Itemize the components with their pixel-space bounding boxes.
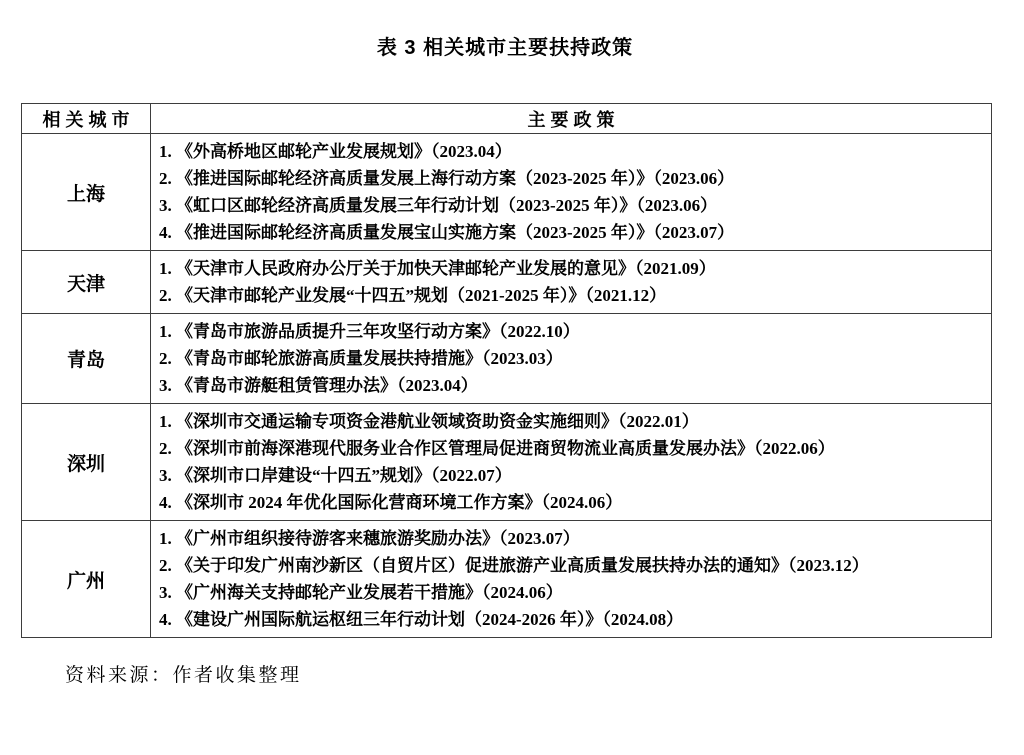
table-row-tianjin	[22, 251, 992, 314]
policy-cell	[151, 521, 992, 638]
policy-line: 1. 《青岛市旅游品质提升三年攻坚行动方案》（2022.10）	[159, 322, 580, 341]
policy-cell	[151, 134, 992, 251]
policy-line: 3. 《深圳市口岸建设“十四五”规划》（2022.07）	[159, 466, 512, 485]
table-title: 表 3 相关城市主要扶持政策	[376, 37, 634, 59]
policy-line: 1. 《深圳市交通运输专项资金港航业领域资助资金实施细则》（2022.01）	[159, 412, 699, 431]
city-cell: 青岛	[22, 314, 151, 404]
policy-line: 3. 《青岛市游艇租赁管理办法》（2023.04）	[159, 376, 478, 395]
city-cell: 上海	[22, 134, 151, 251]
header-cell-city: 相 关 城 市	[22, 104, 151, 134]
policy-line: 1. 《广州市组织接待游客来穗旅游奖励办法》（2023.07）	[159, 529, 580, 548]
table-row-shanghai	[22, 134, 992, 251]
table-row-qingdao	[22, 314, 992, 404]
city-cell: 深圳	[22, 404, 151, 521]
policy-line: 4. 《推进国际邮轮经济高质量发展宝山实施方案（2023-2025 年）》（2023.07）	[159, 223, 735, 242]
policy-line: 2. 《天津市邮轮产业发展“十四五”规划（2021-2025 年）》（2021.12）	[159, 286, 667, 305]
document-page	[0, 31, 1024, 755]
policy-cell	[151, 404, 992, 521]
policy-table	[21, 103, 992, 638]
policy-line: 4. 《深圳市 2024 年优化国际化营商环境工作方案》（2024.06）	[159, 493, 623, 512]
policy-line: 3. 《广州海关支持邮轮产业发展若干措施》（2024.06）	[159, 583, 563, 602]
policy-line: 2. 《关于印发广州南沙新区（自贸片区）促进旅游产业高质量发展扶持办法的通知》（2023.12）	[159, 556, 869, 575]
policy-line: 1. 《外高桥地区邮轮产业发展规划》（2023.04）	[159, 142, 512, 161]
policy-line: 4. 《建设广州国际航运枢纽三年行动计划（2024-2026 年）》（2024.08）	[159, 610, 684, 629]
policy-line: 3. 《虹口区邮轮经济高质量发展三年行动计划（2023-2025 年）》（2023.06）	[159, 196, 718, 215]
city-cell: 广州	[22, 521, 151, 638]
policy-cell	[151, 251, 992, 314]
header-cell-policy: 主 要 政 策	[151, 104, 992, 134]
source-note: 资料来源：作者收集整理	[65, 665, 302, 686]
policy-cell	[151, 314, 992, 404]
policy-line: 2. 《推进国际邮轮经济高质量发展上海行动方案（2023-2025 年）》（2023.06）	[159, 169, 735, 188]
table-header-row	[22, 104, 992, 134]
table-row-guangzhou	[22, 521, 992, 638]
city-cell: 天津	[22, 251, 151, 314]
table-row-shenzhen	[22, 404, 992, 521]
policy-line: 2. 《深圳市前海深港现代服务业合作区管理局促进商贸物流业高质量发展办法》（2022.06）	[159, 439, 835, 458]
policy-line: 2. 《青岛市邮轮旅游高质量发展扶持措施》（2023.03）	[159, 349, 563, 368]
policy-line: 1. 《天津市人民政府办公厅关于加快天津邮轮产业发展的意见》（2021.09）	[159, 259, 716, 278]
